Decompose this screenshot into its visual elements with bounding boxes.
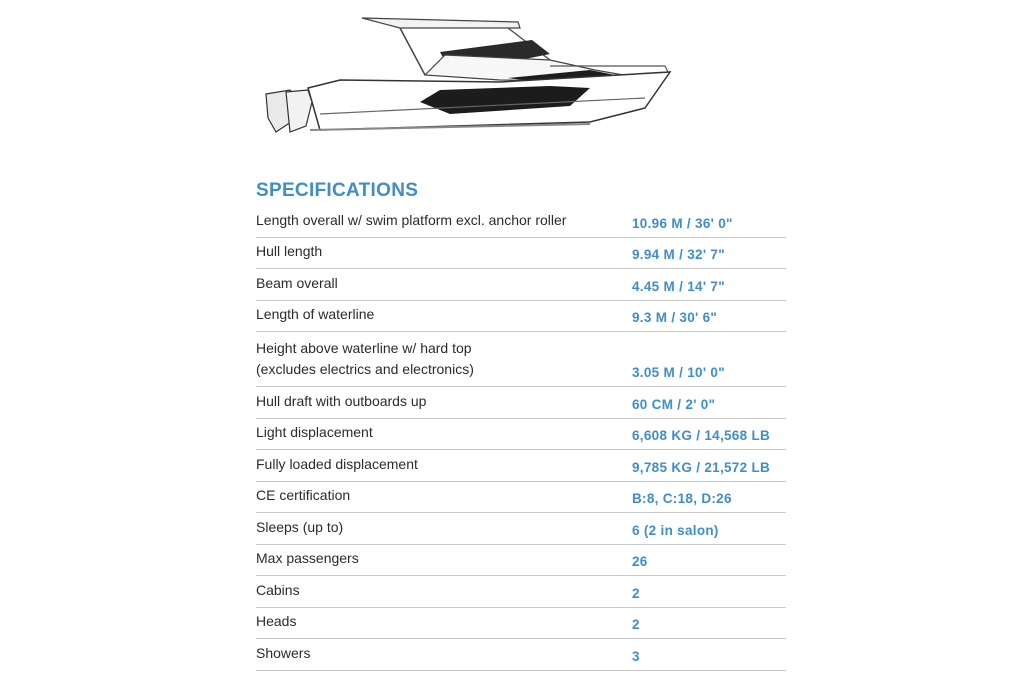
- spec-value: 2: [632, 585, 640, 601]
- spec-row: [256, 450, 786, 482]
- spec-label: [256, 485, 632, 506]
- spec-label-line-2: (excludes electrics and electronics): [256, 361, 474, 377]
- spec-label-line: Sleeps (up to): [256, 518, 344, 535]
- specifications-table: [256, 180, 786, 671]
- spec-value: 9.94 M / 32' 7": [632, 247, 725, 262]
- spec-row: [256, 206, 786, 238]
- spec-label-line: Hull length: [256, 243, 323, 259]
- spec-row: [256, 545, 786, 577]
- spec-label-line: Hull draft with outboards up: [256, 392, 427, 409]
- spec-row: [256, 238, 786, 270]
- spec-value: 60 CM / 2' 0": [632, 396, 716, 412]
- specifications-title: SPECIFICATIONS: [256, 180, 419, 201]
- spec-label-line: Length overall w/ swim platform excl. anchor roller: [256, 211, 567, 228]
- spec-value: 2: [632, 617, 640, 632]
- spec-row: [256, 269, 786, 301]
- spec-row: [256, 576, 786, 608]
- spec-label: [256, 422, 632, 443]
- spec-row: [256, 387, 786, 419]
- spec-row: [256, 419, 786, 451]
- spec-label: [256, 210, 632, 231]
- spec-label-line: Light displacement: [256, 424, 373, 440]
- spec-label-line: Cabins: [256, 581, 300, 598]
- spec-value: B:8, C:18, D:26: [632, 491, 732, 506]
- spec-value: 9,785 KG / 21,572 LB: [632, 459, 771, 475]
- spec-label-line: CE certification: [256, 487, 351, 503]
- spec-label-line: Beam overall: [256, 274, 338, 291]
- spec-row: [256, 608, 786, 640]
- spec-row: [256, 482, 786, 514]
- spec-value: 3.05 M / 10' 0": [632, 365, 725, 380]
- spec-label: [256, 548, 632, 569]
- spec-value: 3: [632, 648, 640, 664]
- boat-side-profile-icon: [250, 10, 680, 140]
- spec-label-line: Height above waterline w/ hard top: [256, 340, 472, 356]
- spec-label: [256, 643, 632, 664]
- spec-label: [256, 517, 632, 538]
- spec-value: 6,608 KG / 14,568 LB: [632, 428, 771, 443]
- spec-label-line: Fully loaded displacement: [256, 455, 418, 472]
- spec-label: [256, 273, 632, 294]
- spec-label: [256, 580, 632, 601]
- spec-label: [256, 611, 632, 632]
- spec-value: 26: [632, 554, 648, 569]
- spec-label-line: Max passengers: [256, 550, 359, 566]
- spec-row: [256, 301, 786, 333]
- spec-value: 4.45 M / 14' 7": [632, 278, 725, 294]
- spec-label-line: Showers: [256, 644, 311, 661]
- spec-label: [256, 304, 632, 325]
- spec-row: [256, 639, 786, 671]
- spec-rows: [256, 206, 786, 671]
- spec-label: [256, 241, 632, 262]
- spec-label: [256, 454, 632, 475]
- spec-row: [256, 513, 786, 545]
- spec-label: [256, 391, 632, 412]
- spec-label-line: Heads: [256, 613, 297, 629]
- spec-value: 10.96 M / 36' 0": [632, 215, 733, 231]
- spec-label: [256, 338, 632, 380]
- spec-value: 9.3 M / 30' 6": [632, 310, 718, 325]
- spec-label-line: Length of waterline: [256, 306, 375, 322]
- spec-value: 6 (2 in salon): [632, 522, 719, 538]
- spec-row: [256, 332, 786, 387]
